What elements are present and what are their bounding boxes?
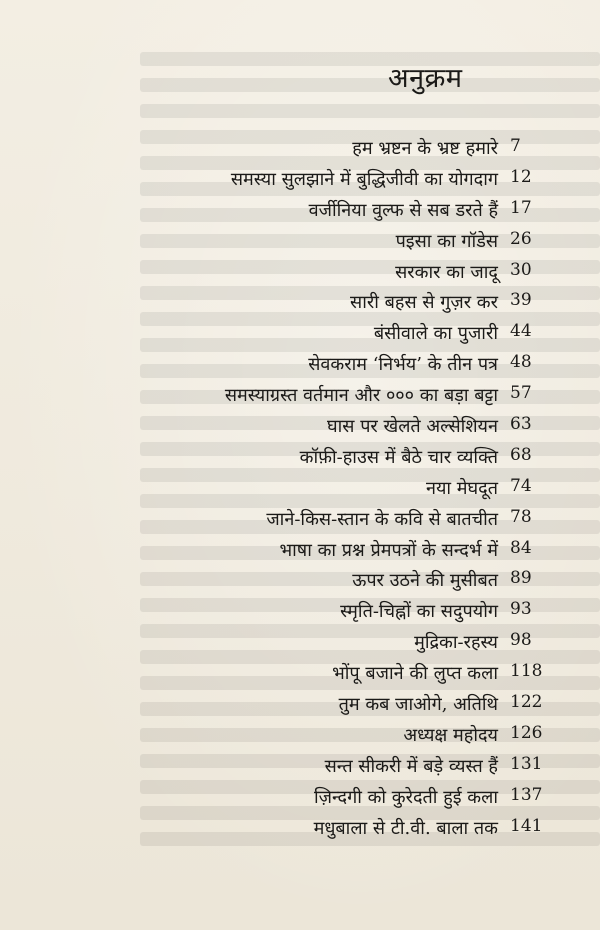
toc-entry: [0, 472, 600, 503]
toc-entry-page-number: 44: [510, 321, 532, 342]
toc-entry-title: स्मृति-चिह्नों का सदुपयोग: [340, 601, 498, 623]
toc-entry-page-number: 141: [510, 815, 543, 836]
toc-entry-page-number: 122: [510, 692, 543, 713]
toc-entry-title: समस्याग्रस्त वर्तमान और ००० का बड़ा बट्टा: [224, 385, 498, 407]
toc-entry-page-number: 98: [510, 630, 532, 651]
toc-entry-page-number: 30: [510, 259, 532, 280]
toc-entry-page-number: 17: [510, 197, 532, 218]
toc-entry: [0, 595, 600, 626]
toc-entry: [0, 781, 600, 812]
toc-entry: [0, 286, 600, 317]
toc-entry: [0, 750, 600, 781]
toc-entry: [0, 564, 600, 595]
toc-entry: [0, 534, 600, 565]
toc-entry: [0, 132, 600, 163]
toc-entry-title: समस्या सुलझाने में बुद्धिजीवी का योगदाग: [230, 168, 498, 190]
toc-entry-page-number: 7: [510, 136, 521, 156]
toc-entry: [0, 626, 600, 657]
toc-entry-title: मुद्रिका-रहस्य: [414, 632, 498, 654]
toc-entry-page-number: 48: [510, 352, 532, 373]
toc-entry-page-number: 63: [510, 414, 532, 435]
toc-entry: [0, 410, 600, 441]
toc-entry-page-number: 89: [510, 568, 532, 589]
toc-entry-title: सरकार का जादू: [395, 261, 498, 283]
toc-entry: [0, 256, 600, 287]
toc-entry-title: बंसीवाले का पुजारी: [373, 323, 498, 345]
toc-entry-title: सारी बहस से गुज़र कर: [350, 292, 498, 314]
toc-entry-page-number: 131: [510, 753, 543, 774]
toc-entry-page-number: 137: [510, 784, 543, 805]
toc-entry: [0, 657, 600, 688]
toc-entry-page-number: 68: [510, 444, 532, 465]
toc-entry-page-number: 57: [510, 383, 532, 404]
toc-entry-page-number: 78: [510, 506, 532, 527]
toc-entry-page-number: 39: [510, 290, 532, 311]
toc-entry-title: सेवकराम ‘निर्भय’ के तीन पत्र: [308, 354, 498, 376]
toc-entry-title: भोंपू बजाने की लुप्त कला: [332, 663, 498, 685]
toc-entry-title: वर्जीनिया वुल्फ से सब डरते हैं: [308, 199, 498, 221]
toc-entry: [0, 812, 600, 843]
toc-entry: [0, 194, 600, 225]
toc-entry: [0, 503, 600, 534]
toc-entry-page-number: 126: [510, 722, 543, 743]
toc-entry-title: कॉफ़ी-हाउस में बैठे चार व्यक्ति: [299, 446, 498, 468]
toc-entry-page-number: 84: [510, 537, 532, 558]
toc-entry-title: अध्यक्ष महोदय: [403, 724, 498, 746]
toc-entry-page-number: 12: [510, 166, 532, 187]
toc-entry-title: ऊपर उठने की मुसीबत: [352, 570, 498, 592]
page-title: अनुक्रम: [388, 63, 463, 94]
toc-entry-title: सन्त सीकरी में बड़े व्यस्त हैं: [324, 755, 498, 777]
toc-entry: [0, 379, 600, 410]
toc-entry-title: घास पर खेलते अल्सेशियन: [327, 416, 498, 438]
toc-entry: [0, 441, 600, 472]
toc-entry-title: हम भ्रष्टन के भ्रष्ट हमारे: [352, 138, 498, 159]
toc-entry: [0, 688, 600, 719]
table-of-contents: [0, 132, 600, 842]
toc-entry-title: भाषा का प्रश्न प्रेमपत्रों के सन्दर्भ में: [279, 539, 498, 561]
toc-entry-title: नया मेघदूत: [425, 477, 498, 499]
toc-entry: [0, 317, 600, 348]
toc-entry: [0, 163, 600, 194]
toc-entry: [0, 348, 600, 379]
toc-entry-page-number: 74: [510, 475, 532, 496]
toc-entry-title: जाने-किस-स्तान के कवि से बातचीत: [266, 508, 498, 530]
toc-entry-page-number: 93: [510, 599, 532, 620]
toc-entry: [0, 225, 600, 256]
toc-entry-page-number: 26: [510, 228, 532, 249]
toc-entry-title: ज़िन्दगी को कुरेदती हुई कला: [313, 786, 498, 808]
toc-entry: [0, 719, 600, 750]
toc-entry-title: मधुबाला से टी.वी. बाला तक: [313, 817, 498, 839]
toc-entry-title: तुम कब जाओगे, अतिथि: [338, 694, 498, 716]
toc-entry-title: पइसा का गॉडेस: [395, 230, 498, 252]
toc-entry-page-number: 118: [510, 661, 543, 682]
